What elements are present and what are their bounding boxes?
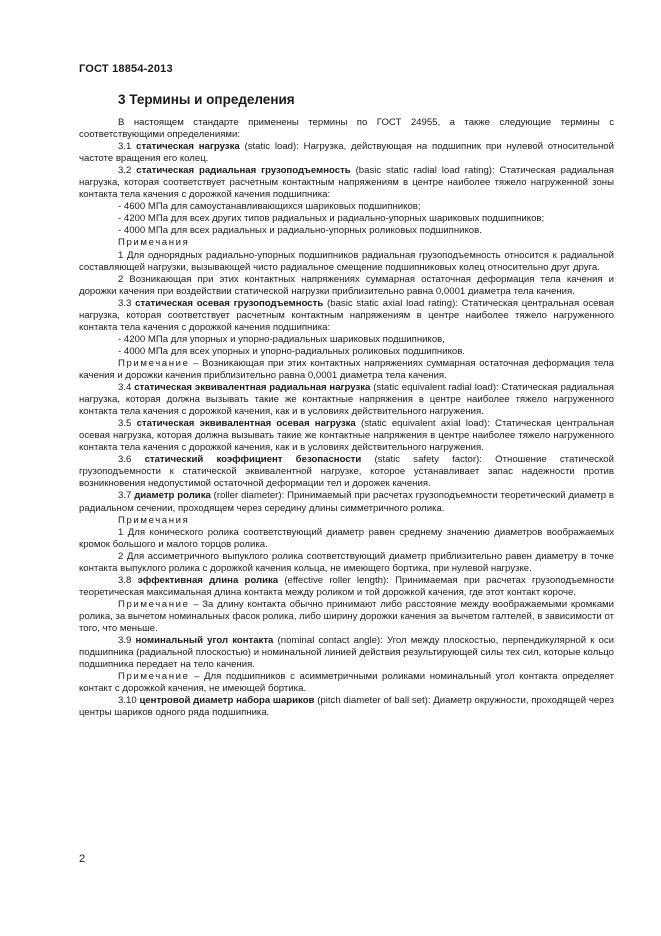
- term-number: 3.10: [118, 695, 137, 707]
- page-number: 2: [79, 853, 86, 865]
- term-body: (static load): Нагрузка, действующая на подшипник при нулевой относительной частоте вращения его колец.: [79, 141, 614, 165]
- term-body: (basic static radial load rating): Статическая радиальная нагрузка, которая соответствует расчетным контактным напряжениям в центре наиболее тяжело нагруженной зоны контакта тела качения с дорожкой качения подшипника:: [79, 165, 615, 201]
- term-body: (pitch diameter of ball set): Диаметр окружности, проходящей через центры шариков одного ряда подшипника.: [79, 695, 615, 719]
- term-number: 3.8: [118, 574, 132, 586]
- term-name: эффективная длина ролика: [137, 574, 279, 586]
- body-paragraph: 1 Для конического ролика соответствующий диаметр равен среднему значению диаметров воображаемых кромок большого и малого торцов ролика.: [79, 526, 614, 550]
- standard-header: ГОСТ 18854-2013: [79, 63, 173, 75]
- body-paragraph: - 4000 МПа для всех упорных и упорно-радиальных роликовых подшипников.: [118, 345, 465, 357]
- body-paragraph: 1 Для однорядных радиально-упорных подшипников радиальная грузоподъемность относится к радиальной составляющей нагрузки, вызывающей чисто радиальное смещение подшипниковых колец относительно друг друга.: [79, 249, 614, 273]
- section-title: 3 Термины и определения: [118, 92, 295, 107]
- term-name: статическая нагрузка: [136, 141, 240, 153]
- term-number: 3.1: [118, 141, 132, 153]
- body-paragraph: В настоящем стандарте применены термины по ГОСТ 24955, а также следующие термины с соответствующими определениями:: [79, 117, 614, 141]
- term-name: статическая осевая грузоподъемность: [135, 297, 324, 309]
- term-number: 3.2: [118, 165, 132, 177]
- body-paragraph: 2 Для ассиметричного выпуклого ролика соответствующий диаметр приблизительно равен диаметру в точке контакта выпуклого ролика с дорожкой качения кольца, не имеющего бортика, при нулевой нагрузке.: [79, 550, 614, 574]
- term-name: центровой диаметр набора шариков: [139, 695, 315, 707]
- term-definition: [79, 695, 614, 719]
- term-definition: [79, 575, 614, 599]
- body-paragraph: 2 Возникающая при этих контактных напряжениях суммарная остаточная деформация тела качения и дорожки качения при воздействии статической нагрузки приблизительно равна 0,0001 диаметра тела качения.: [79, 273, 614, 297]
- body-paragraph: - 4000 МПа для всех радиальных и радиально-упорных роликовых подшипников.: [118, 225, 482, 237]
- term-number: 3.3: [118, 297, 132, 309]
- term-number: 3.7: [118, 490, 132, 502]
- term-number: 3.5: [118, 418, 132, 430]
- term-definition: [79, 454, 614, 490]
- term-definition: [79, 490, 614, 514]
- term-name: статическая эквивалентная радиальная нагрузка: [134, 382, 371, 394]
- term-name: статическая радиальная грузоподъемность: [136, 165, 351, 177]
- note-text: – Для подшипников с асимметричными роликами номинальный угол контакта определяет контакт с дорожкой качения, не имеющей бортика.: [79, 671, 614, 695]
- term-definition: [79, 141, 614, 165]
- term-name: статический коэффициент безопасности: [144, 454, 362, 466]
- term-number: 3.6: [118, 454, 132, 466]
- term-name: диаметр ролика: [134, 490, 211, 502]
- note-paragraph: [79, 358, 614, 382]
- term-definition: [79, 418, 614, 454]
- body-paragraph: - 4600 МПа для самоустанавливающихся шариковых подшипников;: [118, 201, 421, 213]
- note-paragraph: [79, 671, 614, 695]
- note-label: Примечание: [118, 598, 190, 610]
- term-definition: [79, 382, 614, 418]
- note-text: – Возникающая при этих контактных напряжениях суммарная остаточная деформация тела качения и дорожки качения приблизительно равна 0,0001 диаметра тела качения.: [79, 357, 614, 381]
- term-body: (roller diameter): Принимаемый при расчетах грузоподъемности теоретический диаметр в радиальном сечении, проходящем через середину длины симметричного ролика.: [79, 490, 614, 514]
- term-body: (basic static axial load rating): Статическая центральная осевая нагрузка, которая соответствует расчетным контактным напряжениям в центре наиболее тяжело нагруженного контакта тела качения с дорожкой качения подшипника:: [79, 297, 614, 333]
- notes-heading: Примечания: [118, 514, 190, 526]
- term-number: 3.4: [118, 382, 132, 394]
- term-number: 3.9: [118, 635, 132, 647]
- document-body: [79, 117, 614, 719]
- term-definition: [79, 165, 614, 201]
- notes-heading: Примечания: [118, 237, 190, 249]
- note-label: Примечание: [118, 671, 190, 683]
- body-paragraph: - 4200 МПа для всех других типов радиальных и радиально-упорных шариковых подшипников;: [118, 213, 545, 225]
- term-name: статическая эквивалентная осевая нагрузка: [136, 418, 356, 430]
- note-label: Примечание: [118, 357, 190, 369]
- term-body: (static safety factor): Отношение статической грузоподъемности к статической эквивалентной нагрузке, которое устанавливает запас надежности против возникновения недопустимой остаточной деформации тел и дорожек качения.: [79, 454, 614, 490]
- term-body: (static equivalent radial load): Статическая радиальная нагрузка, которая должна вызывать такие же контактные напряжения в центре наиболее тяжело нагруженного контакта тела качения с дорожкой качения, как и в условиях действительного нагружения.: [79, 382, 614, 418]
- term-definition: [79, 298, 614, 334]
- term-name: номинальный угол контакта: [135, 635, 274, 647]
- term-body: (static equivalent axial load): Статическая центральная осевая нагрузка, которая должна вызывать такие же контактные напряжения в центре наиболее тяжело нагруженного контакта тела качения с дорожкой качения, как и в условиях действительного нагружения.: [79, 418, 614, 454]
- term-body: (nominal contact angle): Угол между плоскостью, перпендикулярной к оси подшипника (радиальной плоскостью) и номинальной линией действия результирующей силы тех сил, которые кольцо подшипника передает на тело качения.: [79, 635, 615, 671]
- note-paragraph: [79, 599, 614, 635]
- note-text: – За длину контакта обычно принимают либо расстояние между воображаемыми кромками ролика, за вычетом номинальных фасок ролика, либо ширину дорожки качения за вычетом галтелей, в зависимости от того, что меньше.: [79, 598, 614, 634]
- body-paragraph: - 4200 МПа для упорных и упорно-радиальных шариковых подшипников,: [118, 333, 445, 345]
- term-body: (effective roller length): Принимаемая при расчетах грузоподъемности теоретическая максимальная длина контакта между роликом и той дорожкой качения, где этот контакт короче.: [79, 574, 614, 598]
- term-definition: [79, 635, 614, 671]
